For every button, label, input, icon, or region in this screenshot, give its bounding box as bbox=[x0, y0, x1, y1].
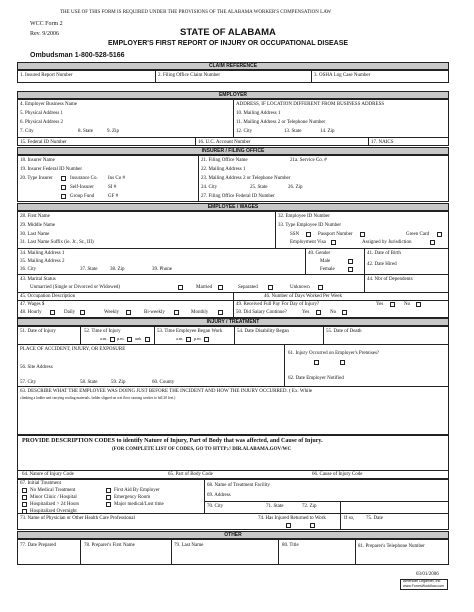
describe-incident-example: climbing a ladder and carrying roofing materials. ladder slipped on wet floor causing worker to fall 20 feet.) bbox=[20, 396, 176, 400]
employer-mailing-address-2-field[interactable]: 11. Mailing Address 2 or Telephone Number bbox=[236, 120, 326, 125]
osha-log-case-number-field[interactable]: 3. OSHA Log Case Number bbox=[314, 73, 371, 78]
codes-url: (FOR COMPLETE LIST OF CODES, GO TO HTTP:// DIR.ALABAMA.GOV/WC bbox=[112, 447, 292, 452]
treatment-facility-name-field[interactable]: 68. Name of Treatment Facility bbox=[207, 483, 270, 488]
section-employer: EMPLOYER bbox=[17, 91, 449, 99]
site-address-field[interactable]: 56. Site Address bbox=[20, 365, 53, 370]
date-hired-field[interactable]: 42. Date Hired bbox=[367, 262, 397, 267]
employee-id-field[interactable]: 32. Employee ID Number bbox=[278, 214, 330, 219]
filing-zip-field[interactable]: 26. Zip bbox=[288, 185, 303, 190]
married-label: Married bbox=[196, 285, 213, 290]
returned-no-checkbox[interactable] bbox=[310, 523, 315, 528]
employee-city-field[interactable]: 36. City bbox=[20, 267, 37, 272]
work-am-label: a.m. bbox=[176, 336, 184, 341]
minor-clinic-checkbox[interactable] bbox=[22, 495, 27, 500]
state-title: STATE OF ALABAMA bbox=[180, 27, 276, 38]
injury-unk-checkbox[interactable] bbox=[145, 337, 150, 342]
description-codes-instruction: PROVIDE DESCRIPTION CODES to identify Nature of Injury, Part of Body that was affected, and Cause of Injury. bbox=[22, 438, 323, 444]
employer-zip-field[interactable]: 9. Zip bbox=[107, 129, 119, 134]
premises-yes-checkbox[interactable] bbox=[314, 360, 319, 365]
gf-number-field[interactable]: GF # bbox=[108, 194, 119, 199]
employment-visa-label: Employment Visa bbox=[290, 240, 326, 245]
section-injury-treatment: INJURY / TREATMENT bbox=[17, 318, 449, 326]
accident-zip-field[interactable]: 59. Zip bbox=[111, 380, 126, 385]
employer-mailing-zip-field[interactable]: 14. Zip bbox=[320, 129, 335, 134]
male-checkbox[interactable] bbox=[348, 259, 353, 264]
biweekly-label: Bi-weekly bbox=[144, 310, 165, 315]
form-id: WCC Form 2 bbox=[30, 21, 63, 27]
weekly-label: Weekly bbox=[104, 310, 120, 315]
returned-yes-checkbox[interactable] bbox=[286, 523, 291, 528]
emergency-room-label: Emergency Room bbox=[114, 495, 151, 500]
employee-phone-field[interactable]: 39. Phone bbox=[152, 267, 172, 272]
work-pm-label: p.m. bbox=[194, 336, 202, 341]
female-label: Female bbox=[320, 267, 335, 272]
passport-checkbox[interactable] bbox=[360, 232, 365, 237]
work-pm-checkbox[interactable] bbox=[204, 337, 209, 342]
daily-checkbox[interactable] bbox=[80, 310, 85, 315]
returned-to-work-label: 74. Has Injured Returned to Work bbox=[258, 516, 326, 521]
employer-city-field[interactable]: 7. City bbox=[20, 129, 34, 134]
section-employee-wages: EMPLOYEE / WAGES bbox=[17, 203, 449, 211]
law-notice: THE USE OF THIS FORM IS REQUIRED UNDER THE PROVISIONS OF THE ALABAMA WORKER'S COMPENSATION LAW bbox=[60, 10, 332, 15]
premises-question-label: 61. Injury Occurred on Employer's Premises? bbox=[288, 351, 380, 356]
hourly-checkbox[interactable] bbox=[50, 310, 55, 315]
cause-of-injury-code-field[interactable]: 66. Cause of Injury Code bbox=[312, 472, 363, 477]
employee-mailing-address-2-field[interactable]: 35. Mailing Address 2 bbox=[20, 259, 65, 264]
treatment-zip-field[interactable]: 72. Zip bbox=[302, 504, 317, 509]
biweekly-checkbox[interactable] bbox=[174, 310, 179, 315]
occupation-description-field[interactable]: 45. Occupation Description bbox=[20, 294, 76, 299]
preparer-last-name-field[interactable]: 79. Last Name bbox=[174, 543, 204, 548]
employer-state-field[interactable]: 8. State bbox=[78, 129, 93, 134]
return-date-field[interactable]: 75. Date bbox=[366, 516, 383, 521]
first-aid-label: First Aid By Employer bbox=[114, 488, 160, 493]
date-disability-began-field[interactable]: 54. Date Disability Began bbox=[237, 329, 289, 334]
unknown-checkbox[interactable] bbox=[318, 285, 323, 290]
section-insurer: INSURER / FILING OFFICE bbox=[17, 147, 449, 155]
hospitalized-24h-checkbox[interactable] bbox=[22, 502, 27, 507]
work-am-checkbox[interactable] bbox=[186, 337, 191, 342]
green-card-label: Green Card bbox=[406, 232, 430, 237]
salary-no-label: No bbox=[330, 310, 337, 315]
filing-city-field[interactable]: 24. City bbox=[201, 185, 218, 190]
full-pay-day-of-injury-label: 49. Received Full Pay For Day of Injury? bbox=[236, 302, 320, 307]
marital-status-label: 43. Marital Status bbox=[20, 277, 56, 282]
section-claim-reference: CLAIM REFERENCE bbox=[17, 62, 449, 70]
type-employee-id-label: 33. Type Employee ID Number bbox=[278, 223, 342, 228]
daily-label: Daily bbox=[64, 310, 76, 315]
unmarried-label: Unmarried (Single or Divorced or Widowed) bbox=[30, 285, 121, 290]
naics-field[interactable]: 17. NAICS bbox=[371, 140, 394, 145]
unknown-label: Unknown bbox=[290, 285, 310, 290]
ombudsman: Ombudsman 1-800-528-5166 bbox=[30, 52, 125, 59]
salary-yes-checkbox[interactable] bbox=[316, 310, 321, 315]
uc-account-number-field[interactable]: 16. U.C. Account Number bbox=[198, 140, 251, 145]
nature-of-injury-code-field[interactable]: 64. Nature of Injury Code bbox=[22, 472, 74, 477]
preparer-title-field[interactable]: 80. Title bbox=[282, 543, 299, 548]
insured-report-number-field[interactable]: 1. Insured Report Number bbox=[20, 73, 73, 78]
assigned-jurisdiction-checkbox[interactable] bbox=[430, 240, 435, 245]
accident-state-field[interactable]: 58. State bbox=[80, 380, 98, 385]
date-prepared-field[interactable]: 77. Date Prepared bbox=[20, 543, 56, 548]
self-insurer-label: Self-Insurer bbox=[70, 185, 94, 190]
address-different-label: ADDRESS, IF LOCATION DIFFERENT FROM BUSINESS ADDRESS bbox=[236, 102, 385, 107]
part-of-body-code-field[interactable]: 65. Part of Body Code bbox=[168, 472, 213, 477]
if-so-label: If so, bbox=[344, 516, 355, 521]
place-of-accident-label: PLACE OF ACCIDENT, INJURY, OR EXPOSURE bbox=[20, 347, 126, 352]
last-name-field[interactable]: 30. Last Name bbox=[20, 232, 50, 237]
revision: Rev. 9/2006 bbox=[30, 31, 59, 37]
injury-pm-label: p.m. bbox=[117, 336, 125, 341]
hospitalized-24h-label: Hospitalized > 24 Hours bbox=[30, 502, 80, 507]
filing-mailing-address-1-field[interactable]: 22. Mailing Address 1 bbox=[201, 167, 246, 172]
employee-zip-field[interactable]: 38. Zip bbox=[110, 267, 125, 272]
middle-name-field[interactable]: 29. Middle Name bbox=[20, 223, 56, 228]
monthly-checkbox[interactable] bbox=[218, 310, 223, 315]
injury-am-label: a.m. bbox=[100, 336, 108, 341]
assigned-jurisdiction-label: Assigned by Jurisdiction bbox=[362, 240, 412, 245]
first-aid-checkbox[interactable] bbox=[106, 488, 111, 493]
physician-name-field[interactable]: 73. Name of Physician or Other Health Care Professional bbox=[20, 516, 135, 521]
ssn-label: SSN bbox=[290, 232, 300, 237]
injury-unk-label: unk bbox=[135, 336, 142, 341]
time-began-work-field[interactable]: 53. Time Employee Began Work bbox=[157, 329, 223, 334]
filing-office-claim-number-field[interactable]: 2. Filing Office Claim Number bbox=[158, 73, 220, 78]
federal-id-field[interactable]: 15. Federal ID Number bbox=[20, 140, 67, 145]
ssn-checkbox[interactable] bbox=[306, 232, 311, 237]
married-checkbox[interactable] bbox=[218, 285, 223, 290]
date-employer-notified-field[interactable]: 62. Date Employer Notified bbox=[288, 376, 344, 381]
brand-url: www.FormsWorkflow.com bbox=[403, 584, 445, 588]
last-name-suffix-field[interactable]: 31. Last Name Suffix (ie. Jr., Sr., III) bbox=[20, 240, 94, 245]
group-fund-label: Group Fund bbox=[70, 194, 95, 199]
insurance-co-label: Insurance Co. bbox=[70, 176, 98, 181]
first-name-field[interactable]: 28. First Name bbox=[20, 214, 50, 219]
male-label: Male bbox=[320, 259, 331, 264]
premises-no-checkbox[interactable] bbox=[340, 360, 345, 365]
self-insurer-checkbox[interactable] bbox=[61, 185, 66, 190]
hospitalized-overnight-label: Hospitalized Overnight bbox=[30, 509, 77, 514]
section-other: OTHER bbox=[17, 531, 449, 539]
insurer-name-field[interactable]: 18. Insurer Name bbox=[20, 158, 55, 163]
injury-pm-checkbox[interactable] bbox=[127, 337, 132, 342]
hourly-label: 48. Hourly bbox=[20, 310, 42, 315]
separated-checkbox[interactable] bbox=[268, 285, 273, 290]
treatment-city-field[interactable]: 70. City bbox=[207, 504, 224, 509]
nbr-dependents-field[interactable]: 44. Nbr of Dependents bbox=[367, 277, 413, 282]
filing-federal-id-field[interactable]: 27. Filing Office Federal ID Number bbox=[201, 194, 275, 199]
employer-mailing-city-field[interactable]: 12. City bbox=[236, 129, 253, 134]
no-medical-treatment-checkbox[interactable] bbox=[22, 488, 27, 493]
treatment-facility-address-field[interactable]: 69. Address bbox=[207, 493, 231, 498]
claim-row bbox=[17, 70, 449, 83]
major-medical-checkbox[interactable] bbox=[106, 502, 111, 507]
describe-incident-label: 63. DESCRIBE WHAT THE EMPLOYEE WAS DOING JUST BEFORE THE INCIDENT AND HOW THE INJURY OCCURRED. ( Ex. While bbox=[20, 389, 313, 394]
employer-mailing-state-field[interactable]: 13. State bbox=[284, 129, 302, 134]
physical-address-2-field[interactable]: 6. Physical Address 2 bbox=[20, 120, 64, 125]
employer-business-name-field[interactable]: 4. Employer Business Name bbox=[20, 102, 77, 107]
filing-mailing-address-2-field[interactable]: 23. Mailing Address 2 or Telephone Number bbox=[201, 176, 291, 181]
no-medical-treatment-label: No Medical Treatment bbox=[30, 488, 76, 493]
physical-address-1-field[interactable]: 5. Physical Address 1 bbox=[20, 111, 64, 116]
passport-label: Passport Number bbox=[318, 232, 353, 237]
accident-city-field[interactable]: 57. City bbox=[20, 380, 37, 385]
service-co-number-field[interactable]: 21a. Service Co. # bbox=[290, 158, 327, 163]
separated-label: Separated bbox=[238, 285, 258, 290]
green-card-checkbox[interactable] bbox=[437, 232, 442, 237]
employee-mailing-address-1-field[interactable]: 34. Mailing Address 1 bbox=[20, 251, 65, 256]
gender-label: 40. Gender bbox=[308, 251, 331, 256]
salary-no-checkbox[interactable] bbox=[342, 310, 347, 315]
wages-field[interactable]: 47. Wages $ bbox=[20, 302, 45, 307]
unmarried-checkbox[interactable] bbox=[178, 285, 183, 290]
full-pay-no-checkbox[interactable] bbox=[416, 302, 421, 307]
form-title: EMPLOYER'S FIRST REPORT OF INJURY OR OCCUPATIONAL DISEASE bbox=[108, 40, 349, 47]
date-of-death-field[interactable]: 55. Date of Death bbox=[326, 329, 362, 334]
employer-mailing-address-1-field[interactable]: 10. Mailing Address 1 bbox=[236, 111, 281, 116]
weekly-checkbox[interactable] bbox=[126, 310, 131, 315]
filing-office-name-field[interactable]: 21. Filing Office Name bbox=[201, 158, 248, 163]
date-of-birth-field[interactable]: 41. Date of Birth bbox=[367, 251, 401, 256]
days-worked-per-week-field[interactable]: 46. Number of Days Worked Per Week bbox=[264, 294, 343, 299]
accident-county-field[interactable]: 60. County bbox=[152, 380, 175, 385]
employment-visa-checkbox[interactable] bbox=[331, 240, 336, 245]
employee-state-field[interactable]: 37. State bbox=[80, 267, 98, 272]
full-pay-no-label: No bbox=[404, 302, 411, 307]
injury-am-checkbox[interactable] bbox=[110, 337, 115, 342]
hospitalized-overnight-checkbox[interactable] bbox=[22, 509, 27, 514]
major-medical-label: Major medical/Lost time bbox=[114, 502, 164, 507]
footer-date: 03/01/2006 bbox=[416, 572, 439, 577]
emergency-room-checkbox[interactable] bbox=[106, 495, 111, 500]
si-number-field[interactable]: SI # bbox=[108, 185, 117, 190]
preparer-telephone-field[interactable]: 81. Preparer's Telephone Number bbox=[358, 544, 425, 549]
female-checkbox[interactable] bbox=[348, 267, 353, 272]
ins-co-number-field[interactable]: Ins Co # bbox=[108, 176, 125, 181]
initial-treatment-label: 67. Initial Treatment bbox=[20, 481, 61, 486]
type-insurer-label: 20. Type Insurer bbox=[20, 176, 53, 181]
insurance-co-checkbox[interactable] bbox=[61, 176, 66, 181]
salary-yes-label: Yes bbox=[302, 310, 310, 315]
group-fund-checkbox[interactable] bbox=[61, 194, 66, 199]
date-of-injury-field[interactable]: 51. Date of Injury bbox=[20, 329, 56, 334]
monthly-label: Monthly bbox=[191, 310, 209, 315]
brand-name: American LegalNet, Inc. bbox=[403, 579, 442, 583]
filing-state-field[interactable]: 25. State bbox=[250, 185, 268, 190]
full-pay-yes-checkbox[interactable] bbox=[390, 302, 395, 307]
treatment-state-field[interactable]: 71. State bbox=[266, 504, 284, 509]
time-of-injury-field[interactable]: 52. Time of Injury bbox=[84, 329, 121, 334]
full-pay-yes-label: Yes bbox=[376, 302, 384, 307]
salary-continue-label: 50. Did Salary Continue? bbox=[236, 310, 287, 315]
minor-clinic-label: Minor Clinic / Hospital bbox=[30, 495, 77, 500]
preparer-first-name-field[interactable]: 78. Preparer's First Name bbox=[84, 543, 135, 548]
insurer-federal-id-field[interactable]: 19. Insurer Federal ID Number bbox=[20, 167, 83, 172]
